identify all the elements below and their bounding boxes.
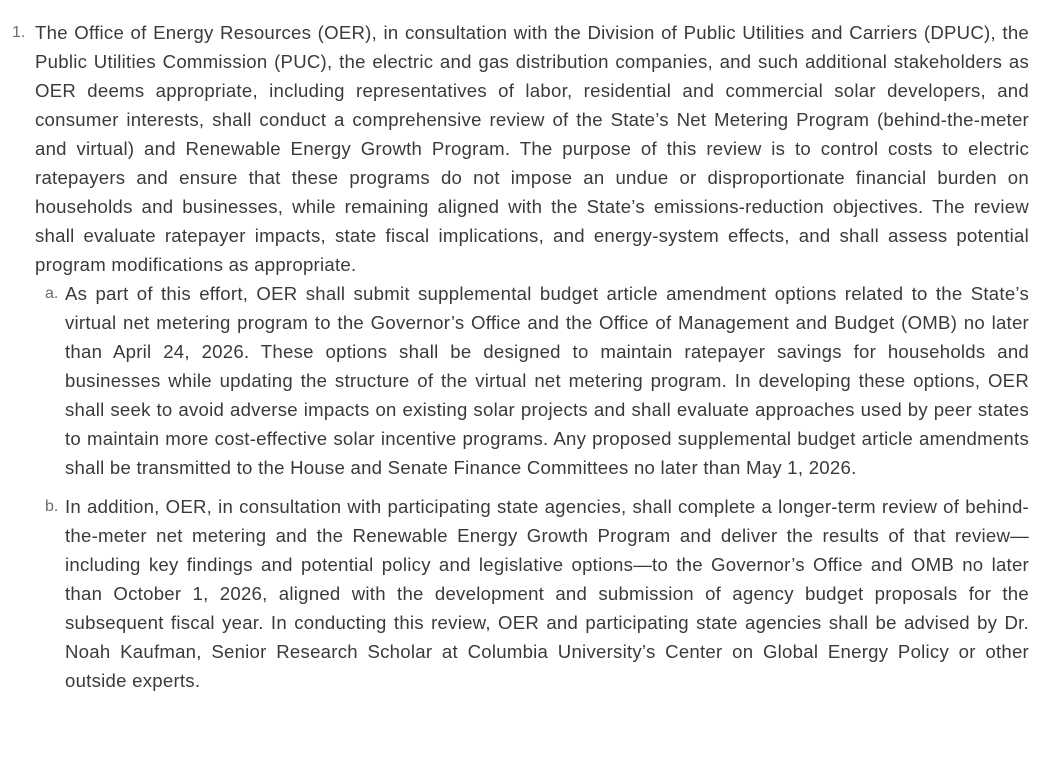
ordered-list [12,18,1029,695]
sub-list-item-a [35,279,1029,482]
list-item-number: 1. [12,24,26,41]
sub-item-letter: a. [45,285,59,302]
sub-list-item-b [35,492,1029,695]
sub-item-paragraph: In addition, OER, in consultation with participating state agencies, shall complete a longer-term review of behind-the-meter net metering and the Renewable Energy Growth Program and deliver the results of that review—including key findings and potential policy and legislative options—to the Governor’s Office and OMB no later than October 1, 2026, aligned with the development and submission of agency budget proposals for the subsequent fiscal year. In conducting this review, OER and participating state agencies shall be advised by Dr. Noah Kaufman, Senior Research Scholar at Columbia University’s Center on Global Energy Policy or other outside experts. [65,496,1029,691]
list-item-1 [12,18,1029,695]
list-item-body [35,18,1029,695]
sub-item-letter: b. [45,498,59,515]
sub-item-paragraph: As part of this effort, OER shall submit supplemental budget article amendment options related to the State’s virtual net metering program to the Governor’s Office and the Office of Management and Budget (OMB) no later than April 24, 2026. These options shall be designed to maintain ratepayer savings for households and businesses while updating the structure of the virtual net metering program. In developing these options, OER shall seek to avoid adverse impacts on existing solar projects and shall evaluate approaches used by peer states to maintain more cost-effective solar incentive programs. Any proposed supplemental budget article amendments shall be transmitted to the House and Senate Finance Committees no later than May 1, 2026. [65,283,1029,478]
list-item-paragraph: The Office of Energy Resources (OER), in consultation with the Division of Public Utilities and Carriers (DPUC), the Public Utilities Commission (PUC), the electric and gas distribution companies, and such additional stakeholders as OER deems appropriate, including representatives of labor, residential and commercial solar developers, and consumer interests, shall conduct a comprehensive review of the State’s Net Metering Program (behind-the-meter and virtual) and Renewable Energy Growth Program. The purpose of this review is to control costs to electric ratepayers and ensure that these programs do not impose an undue or disproportionate financial burden on households and businesses, while remaining aligned with the State’s emissions-reduction objectives. The review shall evaluate ratepayer impacts, state fiscal implications, and energy-system effects, and shall assess potential program modifications as appropriate. [35,22,1029,275]
sub-list [35,279,1029,695]
